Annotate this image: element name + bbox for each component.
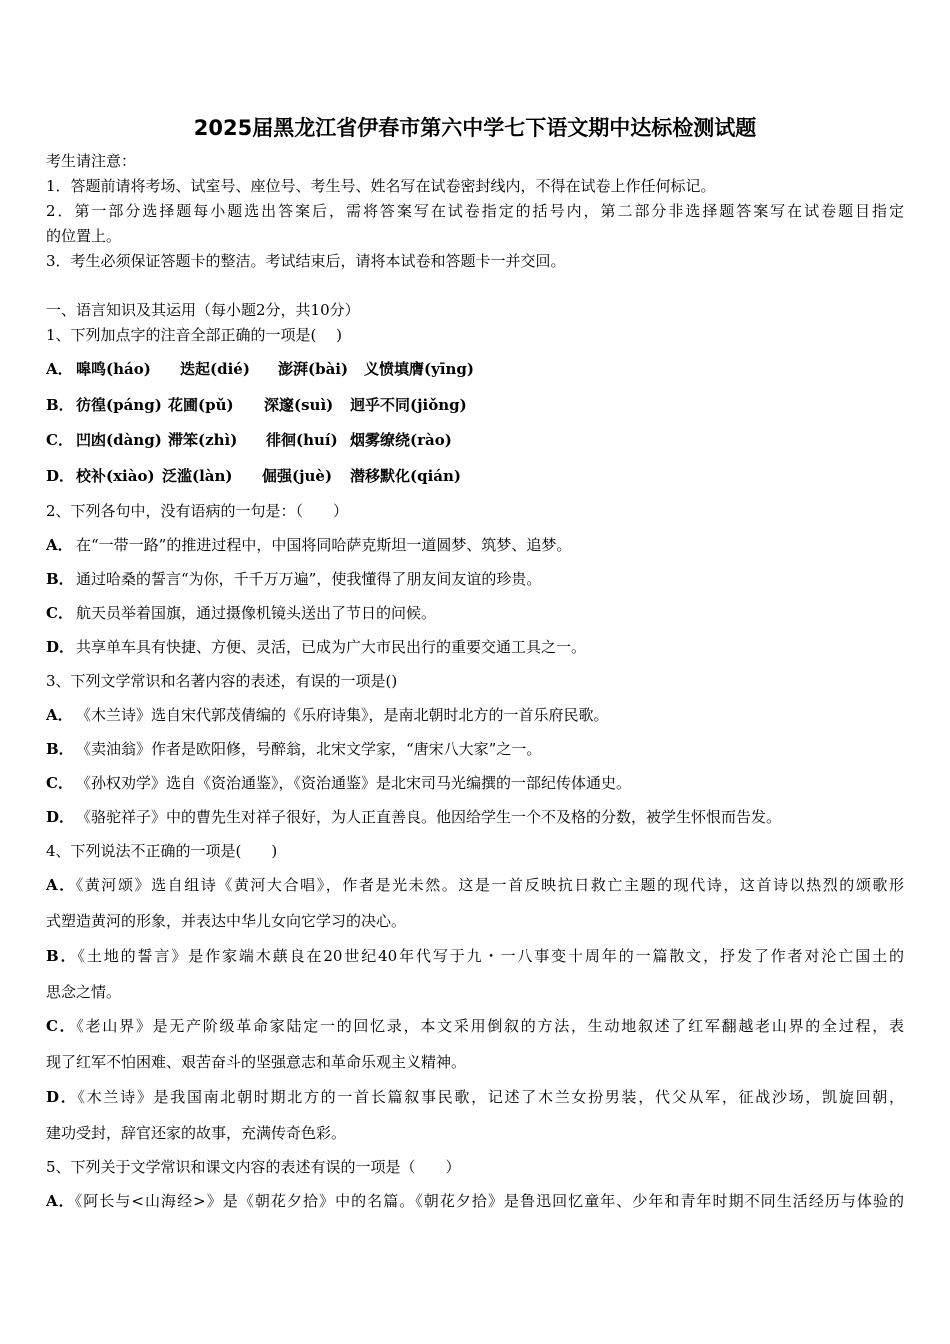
option-letter: B． [46,947,78,965]
option-text: 《孙权劝学》选自《资治通鉴》，《资治通鉴》是北宋司马光编撰的一部纪传体通史。 [76,774,632,792]
notice-heading: 考生请注意： [46,152,137,170]
q4-option-b[interactable] [46,946,904,966]
pinyin-item: 泛滥(làn) [162,467,233,485]
pinyin-item: 倔强(juè) [262,467,333,485]
pinyin-item: 滞笨(zhì) [168,431,238,449]
q1-option-d[interactable] [46,466,461,486]
question-stem: 2、下列各句中，没有语病的一句是：（ ） [46,502,349,520]
option-letter: D． [46,1088,78,1106]
q4-option-c[interactable] [46,1016,904,1036]
page-title: 2025届黑龙江省伊春市第六中学七下语文期中达标检测试题 [193,116,757,140]
section-heading: 一、语言知识及其运用（每小题2分，共10分） [46,301,360,319]
option-letter: A． [46,536,73,554]
pinyin-item: 校补(xiào) [76,467,155,485]
option-text-continued: 建功受封，辞官还家的故事，充满传奇色彩。 [46,1124,347,1142]
q3-option-b[interactable] [46,739,541,759]
q1-option-b[interactable] [46,395,467,415]
pinyin-item: 深邃(suì) [264,396,334,414]
notice-item: 2．第一部分选择题每小题选出答案后，需将答案写在试卷指定的括号内，第二部分非选择题答案写在试卷题目指定 [46,202,904,220]
pinyin-item: 花圃(pǔ) [168,396,234,414]
pinyin-item: 义愤填膺(yīng) [364,360,475,378]
question-stem: 4、下列说法不正确的一项是( ) [46,842,278,860]
option-letter: A． [46,706,73,724]
option-text: 航天员举着国旗，通过摄像机镜头送出了节日的问候。 [76,604,437,622]
option-letter: A． [46,876,76,894]
option-letter: C． [46,431,73,449]
pinyin-item: 徘徊(huí) [266,431,338,449]
option-text: 《骆驼祥子》中的曹先生对祥子很好，为人正直善良。他因给学生一个不及格的分数，被学生怀恨而告发。 [76,808,782,826]
option-letter: B． [46,570,74,588]
option-letter: B． [46,396,74,414]
option-letter: A． [46,1192,75,1210]
q4-option-a[interactable] [46,875,904,895]
pinyin-item: 迥乎不同(jiǒng) [350,396,467,414]
option-text-continued: 思念之情。 [46,983,122,1001]
option-letter: D． [46,638,75,656]
pinyin-item: 澎湃(bài) [278,360,349,378]
pinyin-item: 烟雾缭绕(rào) [350,431,452,449]
option-text: 《阿长与<山海经>》是《朝花夕拾》中的名篇。《朝花夕拾》是鲁迅回忆童年、少年和青年时期不同生活经历与体验的 [74,1192,904,1210]
option-text: 《黄河颂》选自组诗《黄河大合唱》，作者是光未然。这是一首反映抗日救亡主题的现代诗，这首诗以热烈的颂歌形 [75,876,905,894]
q1-option-a[interactable] [46,359,474,379]
option-text: 《老山界》是无产阶级革命家陆定一的回忆录，本文采用倒叙的方法，生动地叙述了红军翻越老山界的全过程，表 [76,1017,904,1035]
option-text: 共享单车具有快捷、方便、灵活，已成为广大市民出行的重要交通工具之一。 [76,638,587,656]
pinyin-item: 彷徨(páng) [76,396,162,414]
q2-option-d[interactable] [46,637,586,657]
q2-option-c[interactable] [46,603,436,623]
option-text-continued: 式塑造黄河的形象，并表达中华儿女向它学习的决心。 [46,912,407,930]
q4-option-d[interactable] [46,1087,904,1107]
pinyin-item: 潜移默化(qián) [350,467,462,485]
pinyin-item: 凹凼(dàng) [76,431,162,449]
pinyin-item: 迭起(dié) [180,360,250,378]
q3-option-c[interactable] [46,773,631,793]
option-text: 通过哈桑的誓言“为你，千千万万遍”，使我懂得了朋友间友谊的珍贵。 [76,570,542,588]
option-text: 《木兰诗》是我国南北朝时期北方的一首长篇叙事民歌，记述了木兰女扮男装，代父从军，征战沙场，凯旋回朝， [77,1088,904,1106]
q1-option-c[interactable] [46,430,452,450]
option-letter: A． [46,360,73,378]
q2-option-b[interactable] [46,569,541,589]
q5-option-a[interactable] [46,1191,904,1211]
option-letter: B． [46,740,74,758]
question-stem: 1、下列加点字的注音全部正确的一项是( ) [46,326,343,344]
notice-item: 的位置上。 [46,227,122,245]
option-text: 《土地的誓言》是作家端木蕻良在20世纪40年代写于九・一八事变十周年的一篇散文，抒发了作者对沦亡国土的 [77,947,904,965]
option-text: 《木兰诗》选自宋代郭茂倩编的《乐府诗集》，是南北朝时北方的一首乐府民歌。 [76,706,609,724]
q3-option-d[interactable] [46,807,781,827]
q2-option-a[interactable] [46,535,571,555]
option-letter: D． [46,808,75,826]
q3-option-a[interactable] [46,705,609,725]
option-letter: C． [46,604,73,622]
pinyin-item: 嗥鸣(háo) [76,360,151,378]
option-letter: C． [46,1017,77,1035]
option-letter: C． [46,774,73,792]
notice-item: 3．考生必须保证答题卡的整洁。考试结束后，请将本试卷和答题卡一并交回。 [46,252,566,270]
notice-item: 1．答题前请将考场、试室号、座位号、考生号、姓名写在试卷密封线内，不得在试卷上作任何标记。 [46,177,716,195]
option-text: 《卖油翁》作者是欧阳修，号醉翁，北宋文学家，“唐宋八大家”之一。 [76,740,542,758]
option-text-continued: 现了红军不怕困难、艰苦奋斗的坚强意志和革命乐观主义精神。 [46,1053,467,1071]
question-stem: 5、下列关于文学常识和课文内容的表述有误的一项是（ ） [46,1158,461,1176]
option-letter: D． [46,467,75,485]
question-stem: 3、下列文学常识和名著内容的表述，有误的一项是() [46,672,398,690]
option-text: 在“一带一路”的推进过程中，中国将同哈萨克斯坦一道圆梦、筑梦、追梦。 [76,536,572,554]
